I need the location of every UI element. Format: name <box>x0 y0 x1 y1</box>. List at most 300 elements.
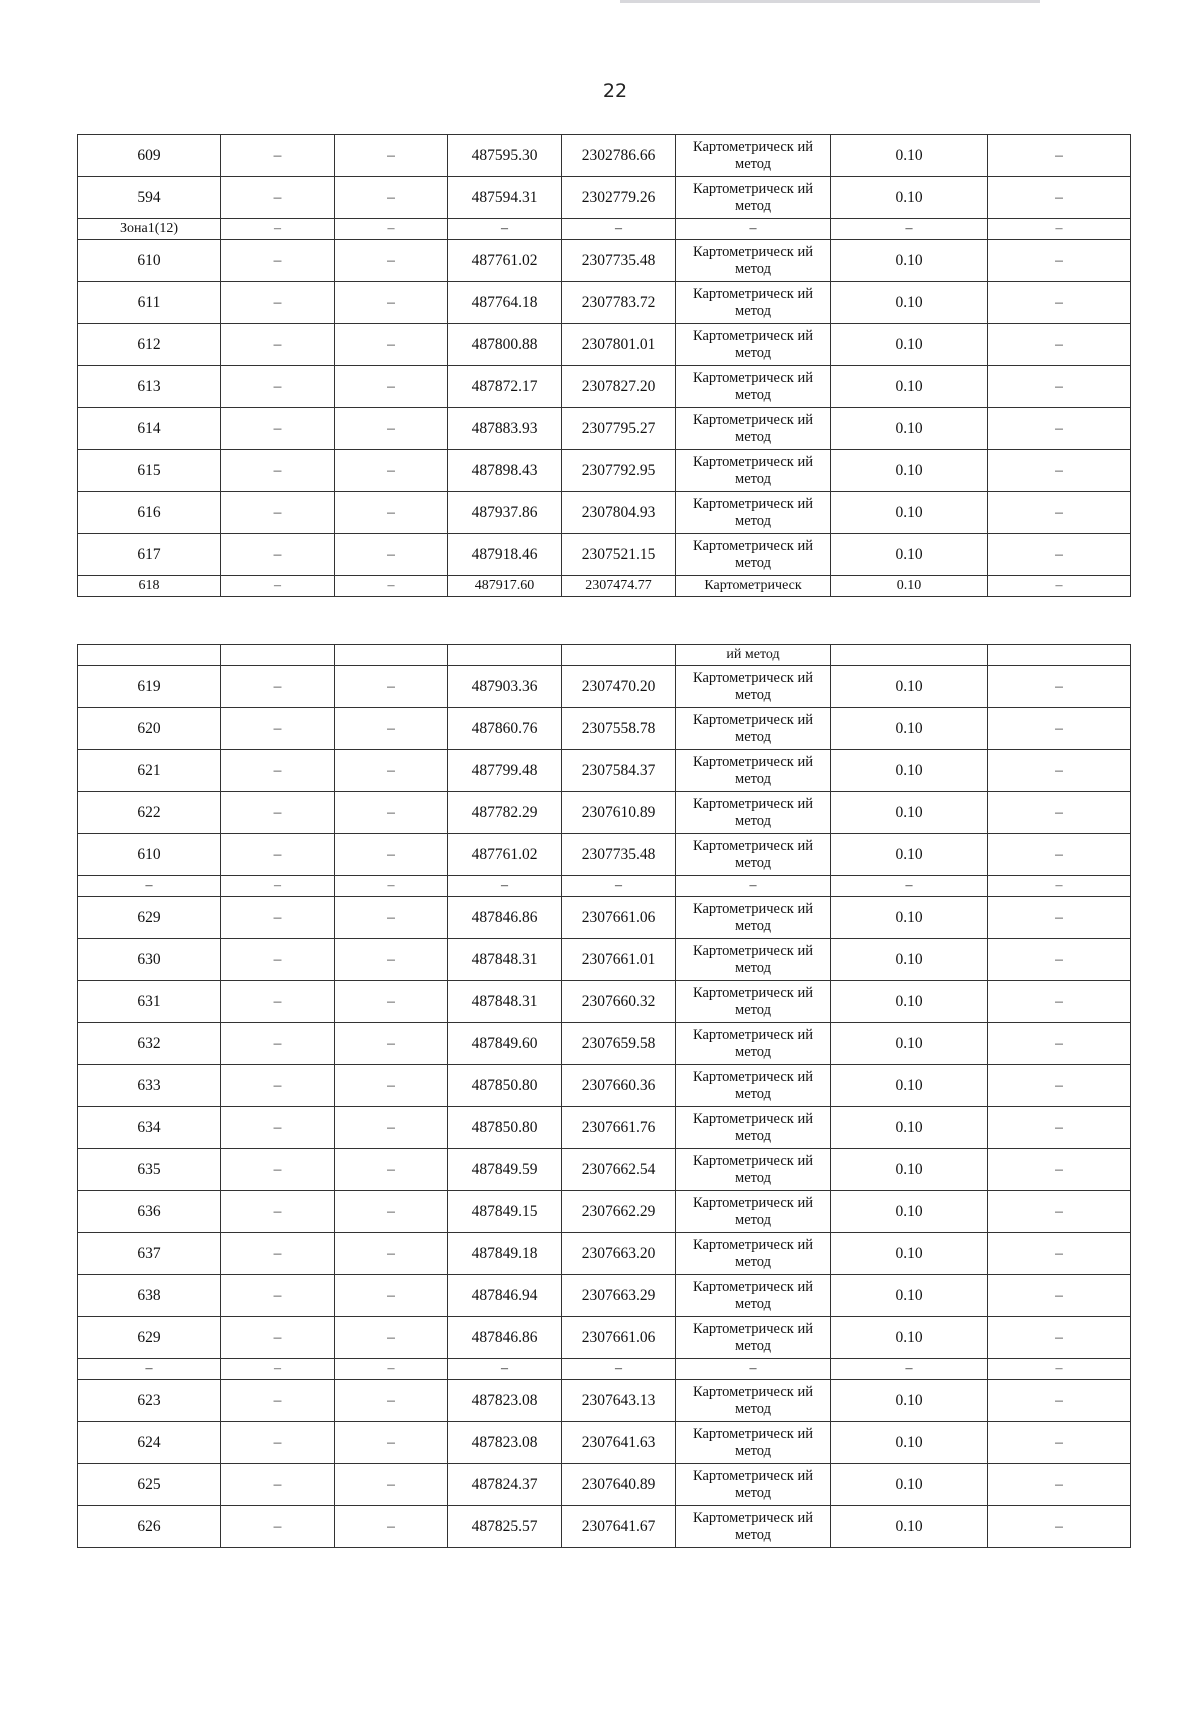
table-row <box>78 1422 1131 1464</box>
point-number-cell: 633 <box>78 1065 221 1107</box>
description-cell: – <box>988 1317 1131 1359</box>
old-x-cell: – <box>221 1275 335 1317</box>
y-coordinate-cell: 2307662.54 <box>562 1149 676 1191</box>
method-cell: Картометрическ ий метод <box>676 534 831 576</box>
accuracy-cell: 0.10 <box>831 834 988 876</box>
table-row <box>78 897 1131 939</box>
point-number-cell: 622 <box>78 792 221 834</box>
old-x-cell: – <box>221 1023 335 1065</box>
point-number-cell: 610 <box>78 240 221 282</box>
table-row <box>78 1023 1131 1065</box>
table-row <box>78 366 1131 408</box>
description-cell: – <box>988 1233 1131 1275</box>
accuracy-cell: 0.10 <box>831 666 988 708</box>
accuracy-cell: 0.10 <box>831 576 988 597</box>
y-coordinate-cell: 2307521.15 <box>562 534 676 576</box>
x-coordinate-cell: 487918.46 <box>448 534 562 576</box>
method-cell: Картометрическ ий метод <box>676 177 831 219</box>
old-y-cell: – <box>335 534 448 576</box>
accuracy-cell: 0.10 <box>831 1107 988 1149</box>
coordinates-table-part-2 <box>77 644 1131 1548</box>
point-number-cell: 612 <box>78 324 221 366</box>
description-cell: – <box>988 1107 1131 1149</box>
point-number-cell: 636 <box>78 1191 221 1233</box>
accuracy-cell: 0.10 <box>831 939 988 981</box>
table-row <box>78 177 1131 219</box>
y-coordinate-cell: 2307735.48 <box>562 834 676 876</box>
x-coordinate-cell: 487823.08 <box>448 1422 562 1464</box>
y-coordinate-cell: 2307660.36 <box>562 1065 676 1107</box>
method-cell: Картометрическ ий метод <box>676 897 831 939</box>
old-y-cell: – <box>335 792 448 834</box>
method-cell: Картометрическ ий метод <box>676 792 831 834</box>
y-coordinate-cell: – <box>562 219 676 240</box>
table-row <box>78 876 1131 897</box>
method-cell: Картометрическ ий метод <box>676 1317 831 1359</box>
accuracy-cell: – <box>831 1359 988 1380</box>
table-row <box>78 1380 1131 1422</box>
old-x-cell: – <box>221 981 335 1023</box>
description-cell: – <box>988 792 1131 834</box>
method-cell: Картометрическ ий метод <box>676 408 831 450</box>
x-coordinate-cell: 487761.02 <box>448 240 562 282</box>
table-row <box>78 708 1131 750</box>
accuracy-cell: 0.10 <box>831 408 988 450</box>
old-y-cell: – <box>335 939 448 981</box>
accuracy-cell: 0.10 <box>831 1275 988 1317</box>
description-cell: – <box>988 1065 1131 1107</box>
x-coordinate-cell: 487860.76 <box>448 708 562 750</box>
point-number-cell: 629 <box>78 897 221 939</box>
y-coordinate-cell: 2307663.20 <box>562 1233 676 1275</box>
description-cell: – <box>988 1359 1131 1380</box>
y-coordinate-cell: 2307584.37 <box>562 750 676 792</box>
y-coordinate-cell: 2307610.89 <box>562 792 676 834</box>
old-y-cell: – <box>335 1149 448 1191</box>
old-x-cell: – <box>221 492 335 534</box>
method-cell: Картометрическ ий метод <box>676 492 831 534</box>
description-cell: – <box>988 1275 1131 1317</box>
old-x-cell: – <box>221 576 335 597</box>
accuracy-cell: 0.10 <box>831 1380 988 1422</box>
old-y-cell: – <box>335 219 448 240</box>
x-coordinate-cell: 487764.18 <box>448 282 562 324</box>
method-cell: Картометрическ <box>676 576 831 597</box>
old-y-cell: – <box>335 576 448 597</box>
old-x-cell: – <box>221 1107 335 1149</box>
x-coordinate-cell: 487595.30 <box>448 135 562 177</box>
table-row <box>78 1233 1131 1275</box>
method-cell: Картометрическ ий метод <box>676 750 831 792</box>
x-coordinate-cell <box>448 645 562 666</box>
point-number-cell: 617 <box>78 534 221 576</box>
description-cell: – <box>988 1023 1131 1065</box>
table-row <box>78 645 1131 666</box>
description-cell: – <box>988 1422 1131 1464</box>
x-coordinate-cell: 487849.18 <box>448 1233 562 1275</box>
description-cell: – <box>988 492 1131 534</box>
description-cell: – <box>988 135 1131 177</box>
accuracy-cell: 0.10 <box>831 534 988 576</box>
y-coordinate-cell: 2302779.26 <box>562 177 676 219</box>
page-number: 22 <box>602 80 628 102</box>
accuracy-cell: 0.10 <box>831 750 988 792</box>
old-x-cell: – <box>221 708 335 750</box>
x-coordinate-cell: 487799.48 <box>448 750 562 792</box>
old-y-cell: – <box>335 834 448 876</box>
point-number-cell: 634 <box>78 1107 221 1149</box>
y-coordinate-cell: 2307801.01 <box>562 324 676 366</box>
method-cell: Картометрическ ий метод <box>676 666 831 708</box>
accuracy-cell: 0.10 <box>831 282 988 324</box>
description-cell: – <box>988 240 1131 282</box>
x-coordinate-cell: 487800.88 <box>448 324 562 366</box>
point-number-cell: 631 <box>78 981 221 1023</box>
old-x-cell: – <box>221 1464 335 1506</box>
method-cell: Картометрическ ий метод <box>676 1023 831 1065</box>
description-cell: – <box>988 366 1131 408</box>
accuracy-cell: 0.10 <box>831 708 988 750</box>
old-x-cell: – <box>221 1422 335 1464</box>
description-cell: – <box>988 219 1131 240</box>
point-number-cell: 621 <box>78 750 221 792</box>
y-coordinate-cell: 2302786.66 <box>562 135 676 177</box>
accuracy-cell: 0.10 <box>831 792 988 834</box>
table-row <box>78 1107 1131 1149</box>
old-x-cell: – <box>221 1149 335 1191</box>
method-cell: Картометрическ ий метод <box>676 981 831 1023</box>
y-coordinate-cell: 2307643.13 <box>562 1380 676 1422</box>
point-number-cell: 609 <box>78 135 221 177</box>
x-coordinate-cell: 487761.02 <box>448 834 562 876</box>
x-coordinate-cell: 487849.60 <box>448 1023 562 1065</box>
y-coordinate-cell: 2307660.32 <box>562 981 676 1023</box>
point-number-cell: 629 <box>78 1317 221 1359</box>
x-coordinate-cell: 487824.37 <box>448 1464 562 1506</box>
old-y-cell: – <box>335 1506 448 1548</box>
old-x-cell: – <box>221 1191 335 1233</box>
y-coordinate-cell: – <box>562 876 676 897</box>
method-cell: Картометрическ ий метод <box>676 1191 831 1233</box>
point-number-cell: 611 <box>78 282 221 324</box>
y-coordinate-cell: 2307735.48 <box>562 240 676 282</box>
method-cell: Картометрическ ий метод <box>676 708 831 750</box>
y-coordinate-cell: 2307641.67 <box>562 1506 676 1548</box>
x-coordinate-cell: 487782.29 <box>448 792 562 834</box>
old-y-cell: – <box>335 492 448 534</box>
point-number-cell: 625 <box>78 1464 221 1506</box>
table-row <box>78 1065 1131 1107</box>
old-x-cell: – <box>221 939 335 981</box>
point-number-cell: 623 <box>78 1380 221 1422</box>
old-y-cell: – <box>335 1065 448 1107</box>
x-coordinate-cell: 487823.08 <box>448 1380 562 1422</box>
table-row <box>78 450 1131 492</box>
method-cell: – <box>676 219 831 240</box>
x-coordinate-cell: 487917.60 <box>448 576 562 597</box>
accuracy-cell: 0.10 <box>831 177 988 219</box>
point-number-cell: 610 <box>78 834 221 876</box>
point-number-cell: 624 <box>78 1422 221 1464</box>
y-coordinate-cell <box>562 645 676 666</box>
x-coordinate-cell: – <box>448 219 562 240</box>
old-y-cell: – <box>335 1422 448 1464</box>
y-coordinate-cell: – <box>562 1359 676 1380</box>
accuracy-cell: 0.10 <box>831 1422 988 1464</box>
method-cell: Картометрическ ий метод <box>676 450 831 492</box>
method-cell: Картометрическ ий метод <box>676 1422 831 1464</box>
scan-top-mark <box>620 0 1040 3</box>
method-cell: Картометрическ ий метод <box>676 282 831 324</box>
table-row <box>78 834 1131 876</box>
old-x-cell: – <box>221 666 335 708</box>
accuracy-cell: 0.10 <box>831 366 988 408</box>
accuracy-cell: – <box>831 219 988 240</box>
point-number-cell: 626 <box>78 1506 221 1548</box>
description-cell: – <box>988 282 1131 324</box>
point-number-cell: – <box>78 1359 221 1380</box>
accuracy-cell: 0.10 <box>831 1464 988 1506</box>
old-x-cell: – <box>221 876 335 897</box>
old-x-cell: – <box>221 324 335 366</box>
x-coordinate-cell: 487846.86 <box>448 897 562 939</box>
accuracy-cell: – <box>831 876 988 897</box>
accuracy-cell: 0.10 <box>831 1506 988 1548</box>
table-row <box>78 750 1131 792</box>
old-y-cell: – <box>335 177 448 219</box>
old-x-cell: – <box>221 1065 335 1107</box>
point-number-cell: 620 <box>78 708 221 750</box>
point-number-cell: – <box>78 876 221 897</box>
old-x-cell <box>221 645 335 666</box>
x-coordinate-cell: 487849.59 <box>448 1149 562 1191</box>
description-cell: – <box>988 876 1131 897</box>
accuracy-cell: 0.10 <box>831 1149 988 1191</box>
method-cell: – <box>676 1359 831 1380</box>
y-coordinate-cell: 2307827.20 <box>562 366 676 408</box>
old-x-cell: – <box>221 792 335 834</box>
accuracy-cell: 0.10 <box>831 1023 988 1065</box>
old-x-cell: – <box>221 750 335 792</box>
old-y-cell: – <box>335 1233 448 1275</box>
table-row <box>78 1149 1131 1191</box>
description-cell: – <box>988 1464 1131 1506</box>
x-coordinate-cell: 487594.31 <box>448 177 562 219</box>
method-cell: Картометрическ ий метод <box>676 240 831 282</box>
method-cell: Картометрическ ий метод <box>676 135 831 177</box>
old-x-cell: – <box>221 219 335 240</box>
table-body <box>78 645 1131 1548</box>
old-y-cell: – <box>335 1023 448 1065</box>
method-cell: Картометрическ ий метод <box>676 366 831 408</box>
old-y-cell: – <box>335 1317 448 1359</box>
old-y-cell: – <box>335 1359 448 1380</box>
description-cell: – <box>988 1380 1131 1422</box>
method-cell: Картометрическ ий метод <box>676 1065 831 1107</box>
accuracy-cell: 0.10 <box>831 492 988 534</box>
y-coordinate-cell: 2307558.78 <box>562 708 676 750</box>
point-number-cell: 637 <box>78 1233 221 1275</box>
old-y-cell: – <box>335 1191 448 1233</box>
accuracy-cell: 0.10 <box>831 450 988 492</box>
description-cell: – <box>988 897 1131 939</box>
description-cell: – <box>988 750 1131 792</box>
old-x-cell: – <box>221 1317 335 1359</box>
y-coordinate-cell: 2307470.20 <box>562 666 676 708</box>
y-coordinate-cell: 2307659.58 <box>562 1023 676 1065</box>
old-x-cell: – <box>221 897 335 939</box>
y-coordinate-cell: 2307661.06 <box>562 897 676 939</box>
description-cell: – <box>988 1506 1131 1548</box>
point-number-cell: 594 <box>78 177 221 219</box>
description-cell: – <box>988 834 1131 876</box>
old-y-cell: – <box>335 450 448 492</box>
description-cell: – <box>988 981 1131 1023</box>
accuracy-cell: 0.10 <box>831 1065 988 1107</box>
old-x-cell: – <box>221 534 335 576</box>
y-coordinate-cell: 2307661.76 <box>562 1107 676 1149</box>
table-row <box>78 1275 1131 1317</box>
old-x-cell: – <box>221 177 335 219</box>
old-y-cell: – <box>335 366 448 408</box>
method-cell: Картометрическ ий метод <box>676 1506 831 1548</box>
table-row <box>78 240 1131 282</box>
description-cell: – <box>988 576 1131 597</box>
method-cell: Картометрическ ий метод <box>676 1107 831 1149</box>
x-coordinate-cell: 487937.86 <box>448 492 562 534</box>
old-y-cell: – <box>335 897 448 939</box>
y-coordinate-cell: 2307783.72 <box>562 282 676 324</box>
table-row <box>78 408 1131 450</box>
old-x-cell: – <box>221 135 335 177</box>
old-x-cell: – <box>221 1380 335 1422</box>
old-y-cell: – <box>335 324 448 366</box>
y-coordinate-cell: 2307661.06 <box>562 1317 676 1359</box>
accuracy-cell: 0.10 <box>831 1191 988 1233</box>
table-row <box>78 1359 1131 1380</box>
description-cell <box>988 645 1131 666</box>
old-x-cell: – <box>221 240 335 282</box>
old-x-cell: – <box>221 834 335 876</box>
y-coordinate-cell: 2307795.27 <box>562 408 676 450</box>
old-y-cell <box>335 645 448 666</box>
old-y-cell: – <box>335 708 448 750</box>
point-number-cell: 635 <box>78 1149 221 1191</box>
accuracy-cell: 0.10 <box>831 1233 988 1275</box>
point-number-cell: 638 <box>78 1275 221 1317</box>
table-row <box>78 1506 1131 1548</box>
table-body <box>78 135 1131 597</box>
point-number-cell: 615 <box>78 450 221 492</box>
old-y-cell: – <box>335 408 448 450</box>
table-row <box>78 534 1131 576</box>
x-coordinate-cell: 487848.31 <box>448 981 562 1023</box>
table-row <box>78 792 1131 834</box>
table-row <box>78 282 1131 324</box>
method-cell: Картометрическ ий метод <box>676 1233 831 1275</box>
y-coordinate-cell: 2307792.95 <box>562 450 676 492</box>
method-cell: ий метод <box>676 645 831 666</box>
table-row <box>78 981 1131 1023</box>
old-y-cell: – <box>335 876 448 897</box>
point-number-cell: Зона1(12) <box>78 219 221 240</box>
description-cell: – <box>988 1191 1131 1233</box>
table-row <box>78 939 1131 981</box>
description-cell: – <box>988 708 1131 750</box>
accuracy-cell: 0.10 <box>831 981 988 1023</box>
y-coordinate-cell: 2307663.29 <box>562 1275 676 1317</box>
old-x-cell: – <box>221 450 335 492</box>
description-cell: – <box>988 324 1131 366</box>
old-x-cell: – <box>221 408 335 450</box>
table-row <box>78 492 1131 534</box>
x-coordinate-cell: 487883.93 <box>448 408 562 450</box>
table-row <box>78 324 1131 366</box>
coordinates-table-part-1 <box>77 134 1131 597</box>
description-cell: – <box>988 666 1131 708</box>
old-y-cell: – <box>335 135 448 177</box>
point-number-cell: 616 <box>78 492 221 534</box>
accuracy-cell: 0.10 <box>831 897 988 939</box>
accuracy-cell: 0.10 <box>831 1317 988 1359</box>
x-coordinate-cell: 487898.43 <box>448 450 562 492</box>
method-cell: Картометрическ ий метод <box>676 1380 831 1422</box>
table-row <box>78 1464 1131 1506</box>
accuracy-cell: 0.10 <box>831 324 988 366</box>
table-row <box>78 1317 1131 1359</box>
description-cell: – <box>988 939 1131 981</box>
old-y-cell: – <box>335 1107 448 1149</box>
old-y-cell: – <box>335 1464 448 1506</box>
method-cell: Картометрическ ий метод <box>676 1275 831 1317</box>
table-row <box>78 576 1131 597</box>
description-cell: – <box>988 408 1131 450</box>
method-cell: – <box>676 876 831 897</box>
point-number-cell: 618 <box>78 576 221 597</box>
method-cell: Картометрическ ий метод <box>676 939 831 981</box>
old-y-cell: – <box>335 1275 448 1317</box>
point-number-cell: 632 <box>78 1023 221 1065</box>
y-coordinate-cell: 2307641.63 <box>562 1422 676 1464</box>
x-coordinate-cell: 487850.80 <box>448 1107 562 1149</box>
accuracy-cell <box>831 645 988 666</box>
method-cell: Картометрическ ий метод <box>676 1149 831 1191</box>
old-y-cell: – <box>335 981 448 1023</box>
point-number-cell: 614 <box>78 408 221 450</box>
accuracy-cell: 0.10 <box>831 135 988 177</box>
point-number-cell <box>78 645 221 666</box>
old-y-cell: – <box>335 1380 448 1422</box>
method-cell: Картометрическ ий метод <box>676 834 831 876</box>
old-x-cell: – <box>221 1359 335 1380</box>
old-x-cell: – <box>221 1233 335 1275</box>
x-coordinate-cell: 487850.80 <box>448 1065 562 1107</box>
y-coordinate-cell: 2307662.29 <box>562 1191 676 1233</box>
x-coordinate-cell: 487825.57 <box>448 1506 562 1548</box>
old-y-cell: – <box>335 666 448 708</box>
method-cell: Картометрическ ий метод <box>676 324 831 366</box>
x-coordinate-cell: 487872.17 <box>448 366 562 408</box>
old-y-cell: – <box>335 750 448 792</box>
y-coordinate-cell: 2307661.01 <box>562 939 676 981</box>
point-number-cell: 613 <box>78 366 221 408</box>
method-cell: Картометрическ ий метод <box>676 1464 831 1506</box>
accuracy-cell: 0.10 <box>831 240 988 282</box>
y-coordinate-cell: 2307804.93 <box>562 492 676 534</box>
old-y-cell: – <box>335 240 448 282</box>
x-coordinate-cell: 487848.31 <box>448 939 562 981</box>
table-row <box>78 135 1131 177</box>
